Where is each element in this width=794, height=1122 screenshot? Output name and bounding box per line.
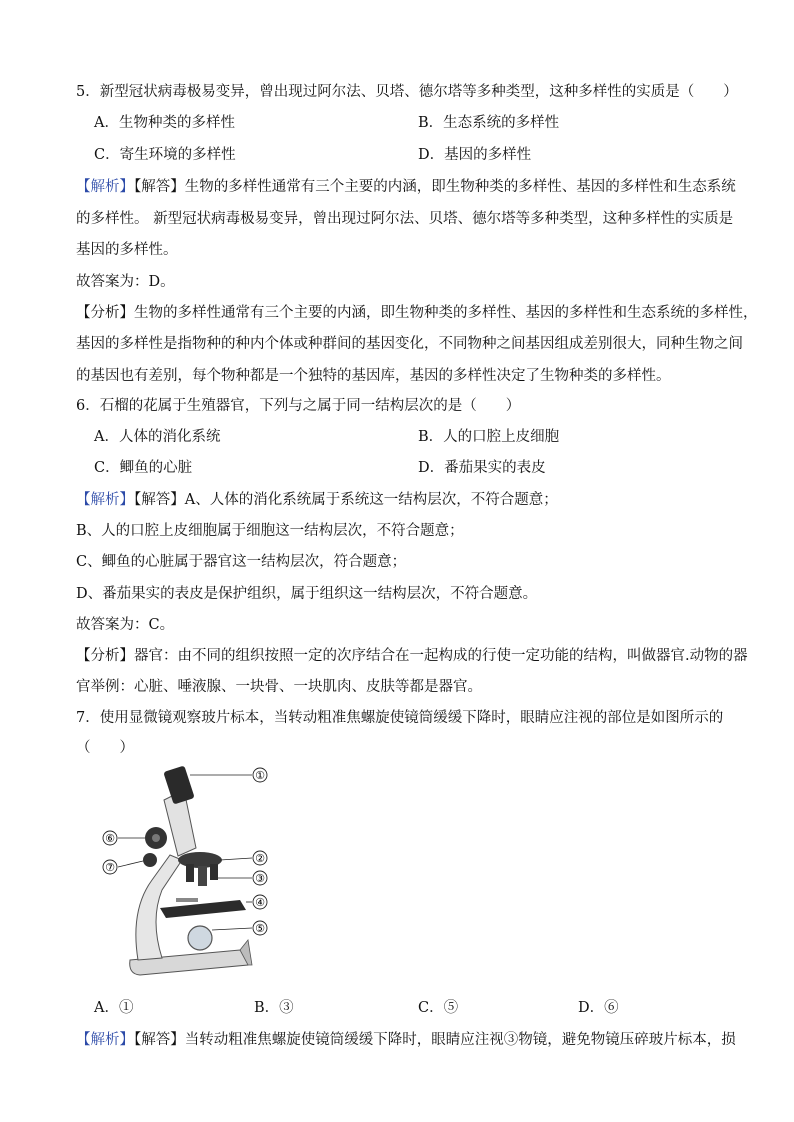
q6-analysis-line-1 — [76, 646, 748, 666]
q7-option-d: D．⑥ — [578, 1000, 619, 1016]
q5-option-b: B．生态系统的多样性 — [418, 115, 560, 131]
q5-answer-text-1: 生物的多样性通常有三个主要的内涵，即生物种类的多样性、基因的多样性和生态系统 — [184, 179, 736, 195]
q5-answer-line-3: 基因的多样性。 — [76, 242, 178, 258]
q5-answer-final: 故答案为：D。 — [76, 274, 175, 290]
microscope-figure — [90, 760, 290, 985]
label-7: ⑦ — [105, 861, 115, 874]
q7-option-c: C．⑤ — [418, 1000, 459, 1016]
q5-analysis-line-1 — [76, 303, 758, 323]
label-6: ⑥ — [105, 832, 115, 845]
q5-option-a: A．生物种类的多样性 — [94, 115, 235, 131]
q5-jiexi-tag: 【解析】 — [76, 179, 134, 195]
q6-answer-line-3: C、鲫鱼的心脏属于器官这一结构层次，符合题意； — [76, 554, 407, 570]
q7-stem-line-1: 7．使用显微镜观察玻片标本，当转动粗准焦螺旋使镜筒缓缓下降时，眼睛应注视的部位是如图所示的 — [76, 710, 724, 726]
q6-analysis-text-1: 器官：由不同的组织按照一定的次序结合在一起构成的行使一定功能的结构，叫做器官.动物的器 — [134, 648, 748, 664]
q6-answer-final: 故答案为：C。 — [76, 617, 175, 633]
q7-answer-text-1: 当转动粗准焦螺旋使镜筒缓缓下降时，眼睛应注视③物镜，避免物镜压碎玻片标本，损 — [184, 1032, 736, 1048]
q5-analysis-line-3: 的基因也有差别，每个物种都是一个独特的基因库，基因的多样性决定了生物种类的多样性。 — [76, 368, 671, 384]
q5-analysis-line-2: 基因的多样性是指物种的种内个体或种群间的基因变化，不同物种之间基因组成差别很大，同种生物之间 — [76, 336, 743, 352]
q6-answer-line-2: B、人的口腔上皮细胞属于细胞这一结构层次，不符合题意； — [76, 523, 464, 539]
label-5: ⑤ — [255, 922, 265, 935]
label-4: ④ — [255, 896, 265, 909]
q6-answer-line-1 — [76, 490, 558, 510]
q5-analysis-tag: 【分析】 — [76, 305, 134, 321]
q7-stem-line-2: （ ） — [76, 740, 134, 756]
q5-answer-line-1 — [76, 177, 736, 197]
q5-stem: 5．新型冠状病毒极易变异，曾出现过阿尔法、贝塔、德尔塔等多种类型，这种多样性的实质是（ ） — [76, 84, 738, 100]
label-1: ① — [255, 769, 265, 782]
q5-option-c: C．寄生环境的多样性 — [94, 147, 236, 163]
q5-answer-line-2: 的多样性。 新型冠状病毒极易变异，曾出现过阿尔法、贝塔、德尔塔等多种类型，这种多样性的实质是 — [76, 211, 734, 227]
q6-option-a: A．人体的消化系统 — [94, 429, 221, 445]
q6-stem: 6．石榴的花属于生殖器官，下列与之属于同一结构层次的是（ ） — [76, 398, 521, 414]
q6-answer-text-1: A、人体的消化系统属于系统这一结构层次，不符合题意； — [184, 492, 558, 508]
q7-jiexi-tag: 【解析】 — [76, 1032, 134, 1048]
label-2: ② — [255, 852, 265, 865]
label-3: ③ — [255, 872, 265, 885]
q7-option-a: A．① — [94, 1000, 134, 1016]
q7-option-b: B．③ — [254, 1000, 294, 1016]
q7-answer-tag: 【解答】 — [134, 1032, 185, 1048]
q7-answer-line-1 — [76, 1030, 736, 1050]
q6-answer-line-4: D、番茄果实的表皮是保护组织，属于组织这一结构层次，不符合题意。 — [76, 586, 538, 602]
q5-answer-tag: 【解答】 — [134, 179, 185, 195]
q6-analysis-tag: 【分析】 — [76, 648, 134, 664]
q6-analysis-line-2: 官举例：心脏、唾液腺、一块骨、一块肌肉、皮肤等都是器官。 — [76, 679, 482, 695]
q6-option-d: D．番茄果实的表皮 — [418, 460, 546, 476]
q5-option-d: D．基因的多样性 — [418, 147, 532, 163]
q6-answer-tag: 【解答】 — [134, 492, 185, 508]
q6-option-b: B．人的口腔上皮细胞 — [418, 429, 560, 445]
q6-jiexi-tag: 【解析】 — [76, 492, 134, 508]
q5-analysis-text-1: 生物的多样性通常有三个主要的内涵，即生物种类的多样性、基因的多样性和生态系统的多样性， — [134, 305, 758, 321]
q6-option-c: C．鲫鱼的心脏 — [94, 460, 193, 476]
